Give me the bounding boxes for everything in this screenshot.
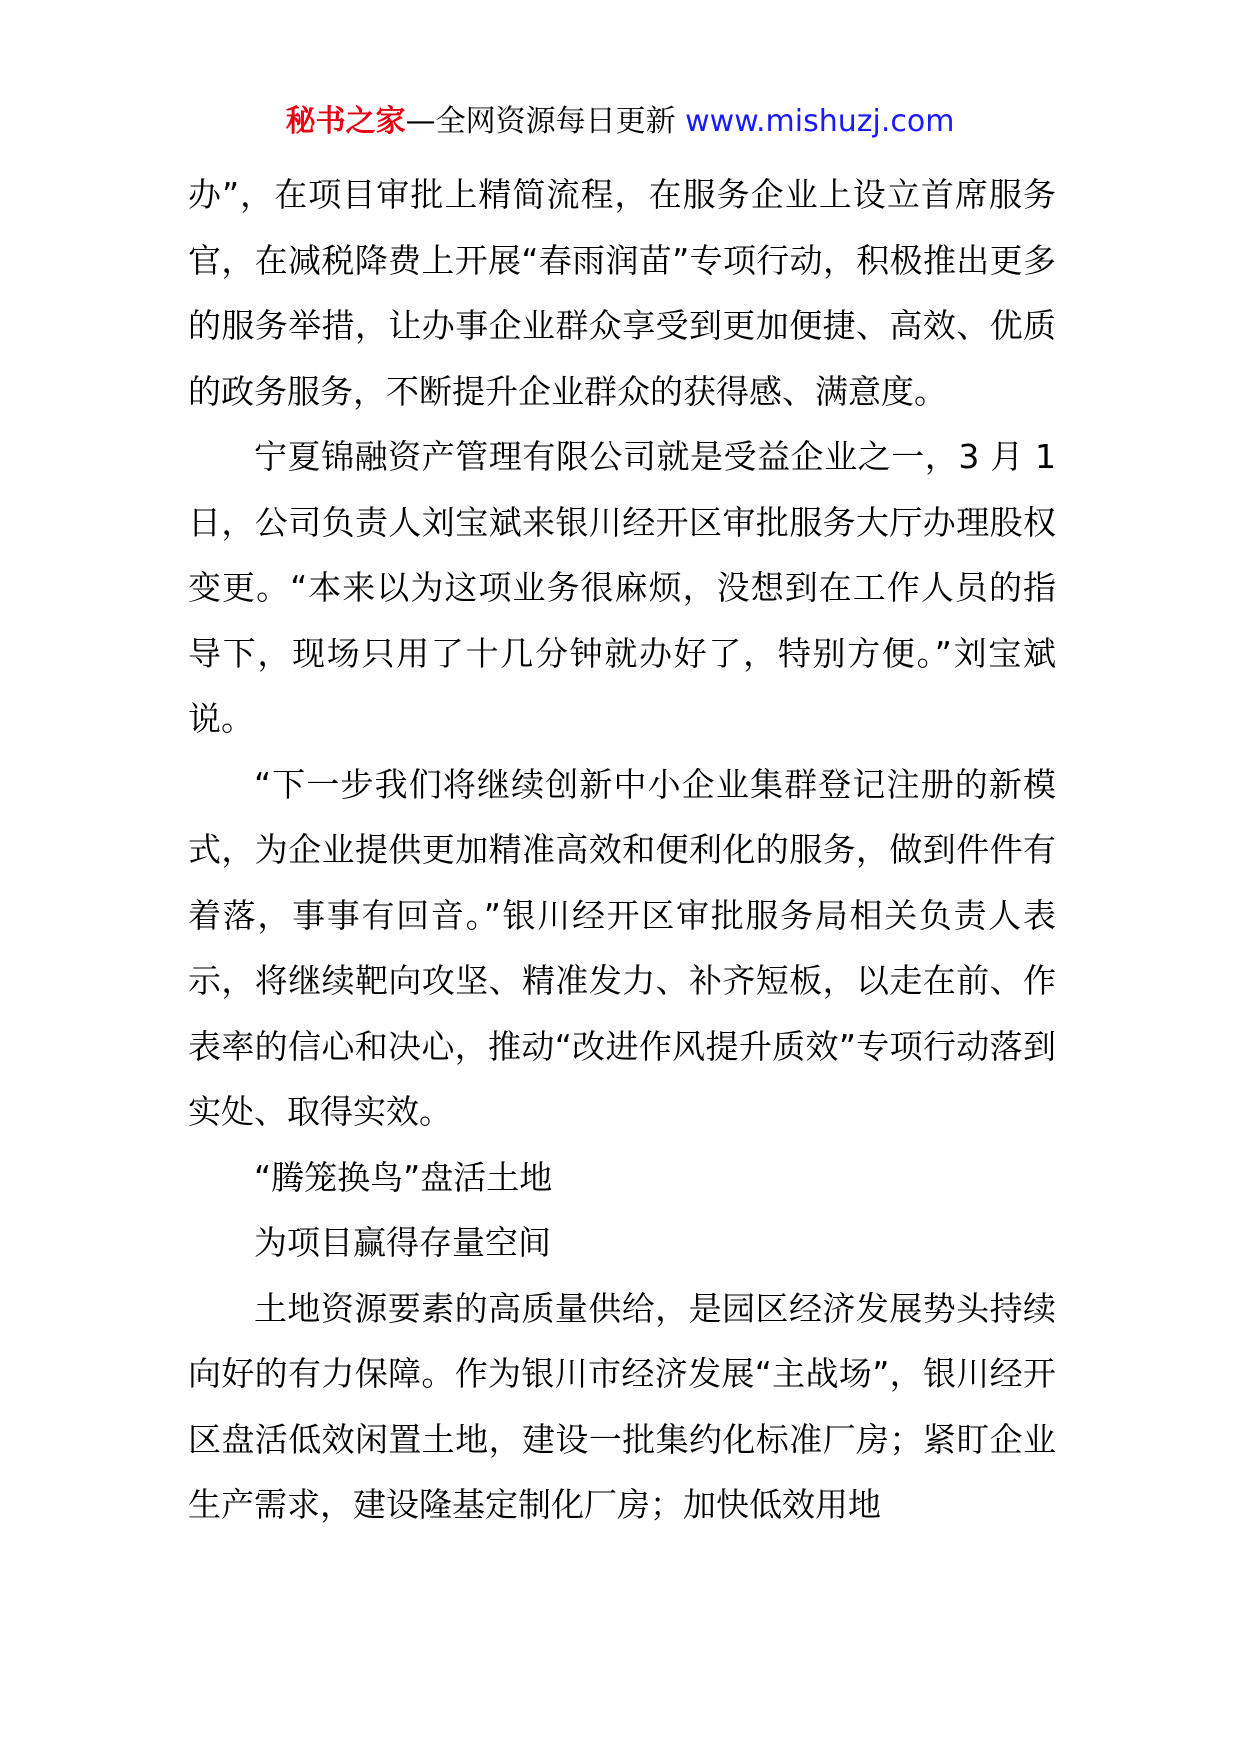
page-header	[0, 102, 1240, 142]
article-body	[188, 162, 1056, 1538]
site-tagline: —全网资源每日更新	[405, 104, 686, 139]
site-brand: 秘书之家	[285, 104, 406, 139]
site-url[interactable]: www.mishuzj.com	[685, 104, 955, 139]
section-heading: “腾笼换鸟”盘活土地	[254, 1157, 553, 1197]
section-subheading: 为项目赢得存量空间	[254, 1223, 551, 1262]
paragraph-continued: 办”，在项目审批上精简流程，在服务企业上设立首席服务官，在减税降费上开展“春雨润苗”专项行动，积极推出更多的服务举措，让办事企业群众享受到更加便捷、高效、优质的政务服务，不断提升企业群众的获得感、满意度。	[188, 175, 1056, 411]
paragraph: 宁夏锦融资产管理有限公司就是受益企业之一，3 月 1 日，公司负责人刘宝斌来银川经开区审批服务大厅办理股权变更。“本来以为这项业务很麻烦，没想到在工作人员的指导下，现场只用了十几分钟就办好了，特别方便。”刘宝斌说。	[188, 437, 1056, 738]
paragraph: “下一步我们将继续创新中小企业集群登记注册的新模式，为企业提供更加精准高效和便利化的服务，做到件件有着落，事事有回音。”银川经开区审批服务局相关负责人表示，将继续靶向攻坚、精准发力、补齐短板，以走在前、作表率的信心和决心，推动“改进作风提升质效”专项行动落到实处、取得实效。	[188, 764, 1056, 1131]
paragraph: 土地资源要素的高质量供给，是园区经济发展势头持续向好的有力保障。作为银川市经济发展“主战场”，银川经开区盘活低效闲置土地，建设一批集约化标准厂房；紧盯企业生产需求，建设隆基定制化厂房；加快低效用地	[188, 1288, 1056, 1524]
